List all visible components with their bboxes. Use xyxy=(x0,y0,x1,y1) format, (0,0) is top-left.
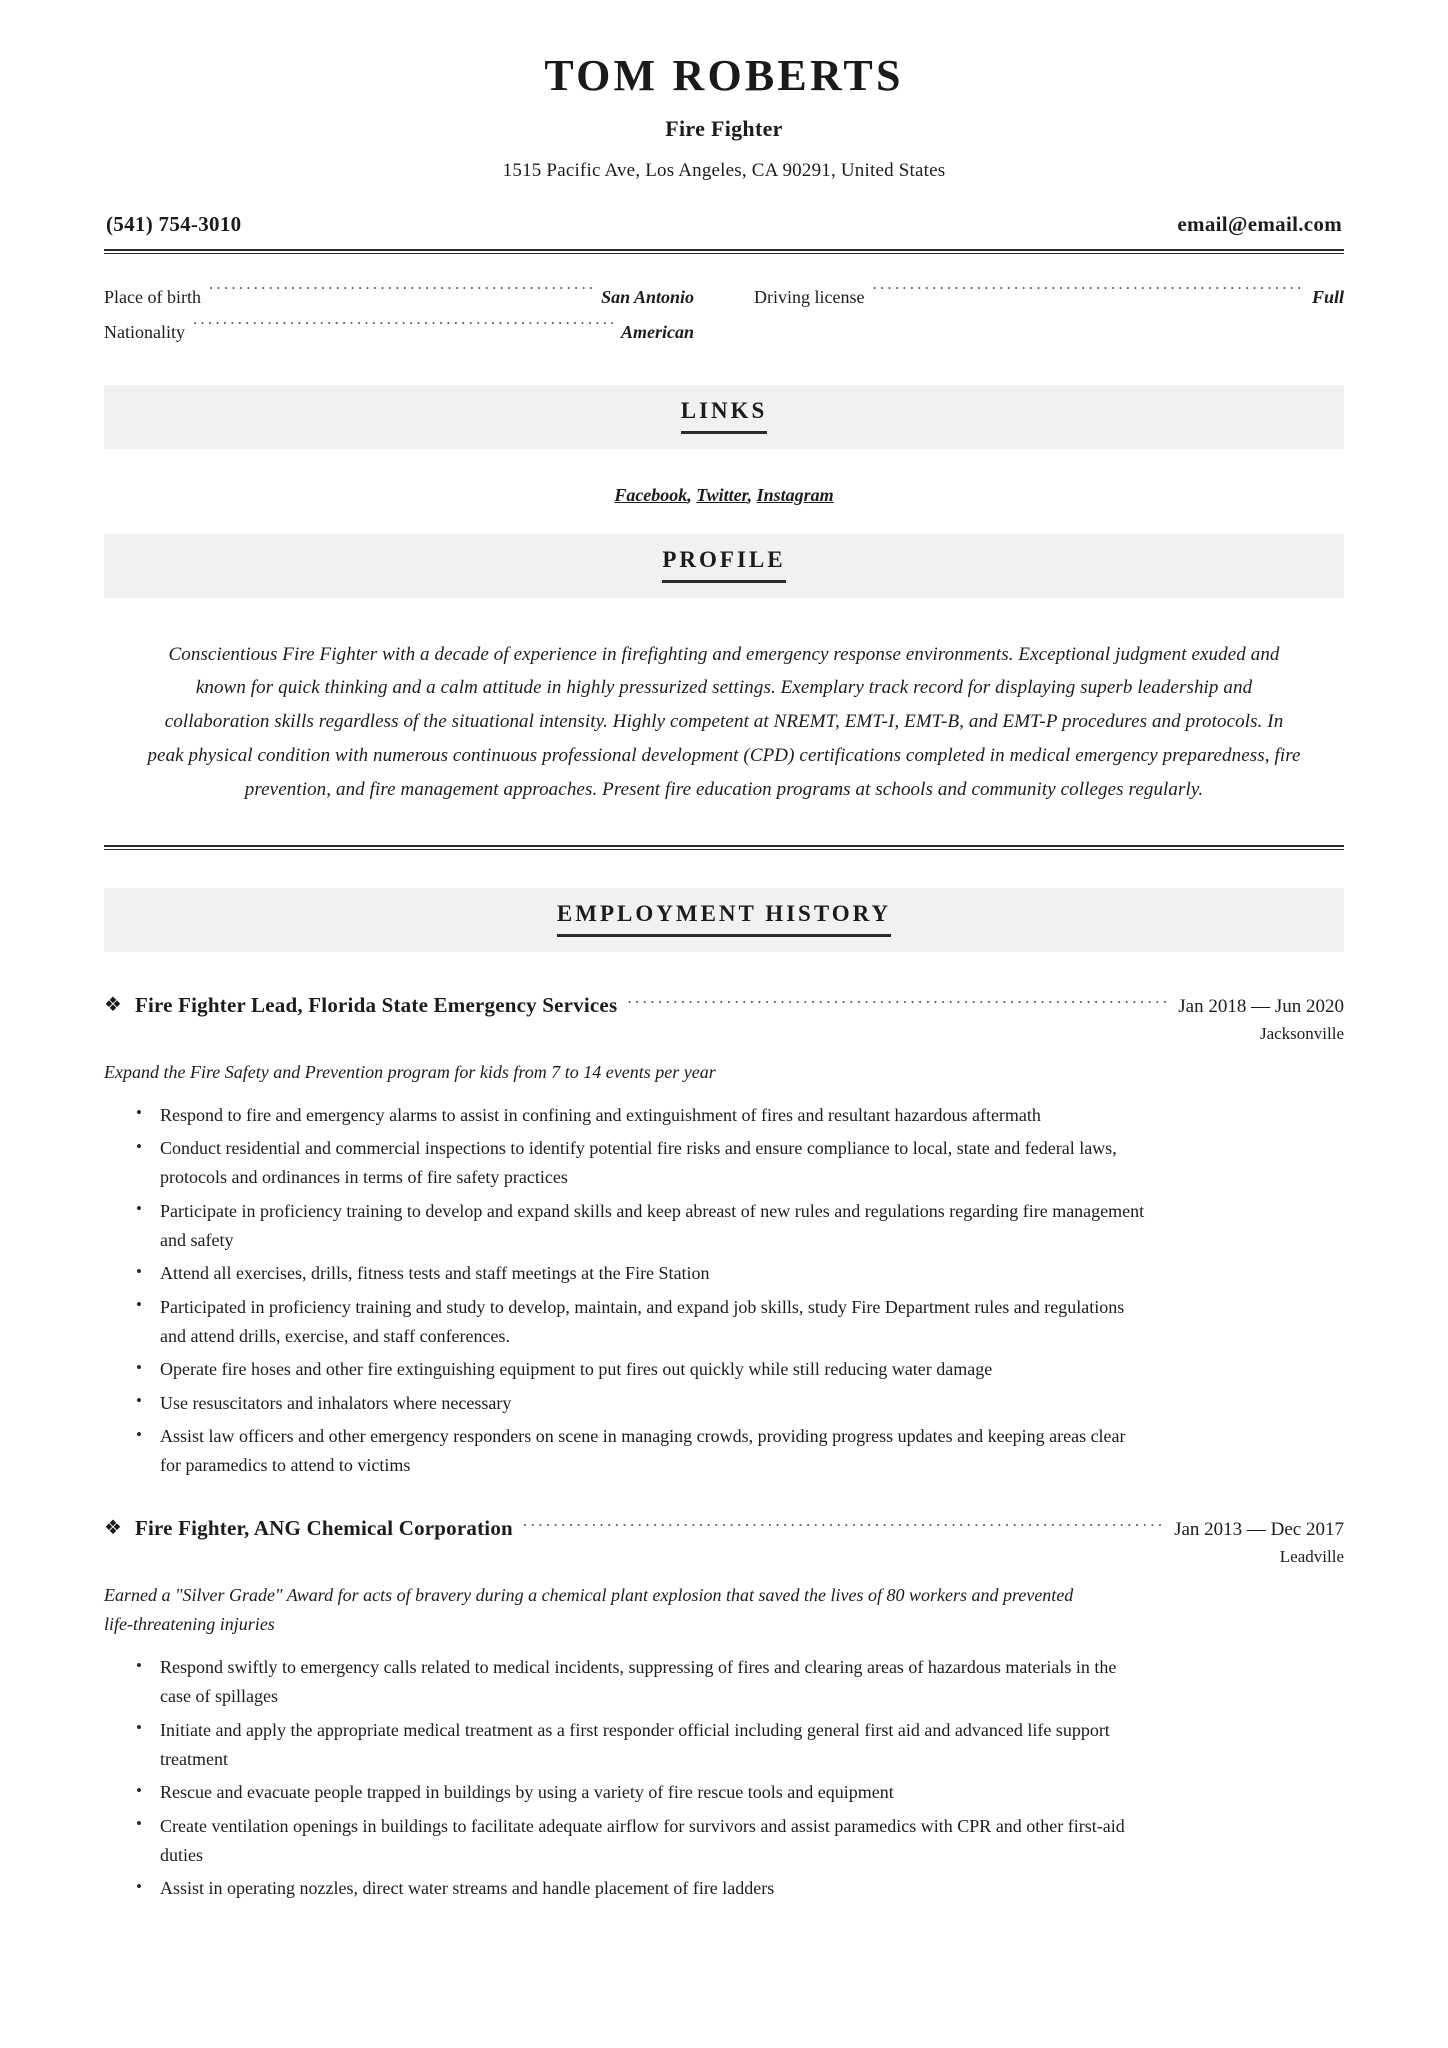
candidate-name: TOM ROBERTS xyxy=(544,51,904,100)
section-title: LINKS xyxy=(681,398,768,434)
profile-text: Conscientious Fire Fighter with a decade of experience in firefighting and emergency response environments. Exceptional judgment exuded and known for quick thinking and a calm attitude in highly pressurized settings. Exemplary track record for displaying superb leadership and collaboration skills regardless of the situational intensity. Highly competent at NREMT, EMT-I, EMT-B, and EMT-P procedures and protocols. In peak physical condition with numerous continuous professional development (CPD) certifications completed in medical emergency preparedness, fire prevention, and fire management approaches. Present fire education programs at schools and community colleges regularly. xyxy=(147,643,1301,800)
contact-row xyxy=(104,212,1344,249)
employment-description: Expand the Fire Safety and Prevention program for kids from 7 to 14 events per year xyxy=(104,1061,716,1082)
employment-entry xyxy=(104,992,1344,1481)
profile-divider xyxy=(104,845,1344,850)
header-divider xyxy=(104,249,1344,254)
personal-details xyxy=(104,280,1344,350)
employment-list xyxy=(104,992,1344,1904)
dot-leader xyxy=(193,320,613,338)
list-item: • Attend all exercises, drills, fitness tests and staff meetings at the Fire Station xyxy=(136,1259,1146,1288)
details-column-right xyxy=(754,280,1344,350)
section-title: EMPLOYMENT HISTORY xyxy=(557,901,891,937)
detail-value: San Antonio xyxy=(601,287,694,308)
dot-leader xyxy=(209,285,593,303)
list-item: • Respond to fire and emergency alarms to assist in confining and extinguishment of fires and resultant hazardous aftermath xyxy=(136,1101,1146,1130)
employment-dates: Jan 2013 — Dec 2017 xyxy=(1174,1518,1344,1540)
employment-dates: Jan 2018 — Jun 2020 xyxy=(1178,995,1344,1017)
detail-driving-license xyxy=(754,280,1344,315)
link-twitter[interactable]: Twitter xyxy=(696,484,748,505)
link-instagram[interactable]: Instagram xyxy=(756,484,834,505)
section-heading-employment-history xyxy=(104,888,1344,952)
employment-role-title: Fire Fighter Lead, Florida State Emergency Services xyxy=(134,992,618,1017)
dot-leader xyxy=(523,1515,1164,1535)
employment-role-title: Fire Fighter, ANG Chemical Corporation xyxy=(134,1515,513,1540)
section-title: PROFILE xyxy=(662,547,785,583)
detail-value: American xyxy=(620,322,694,343)
dot-leader xyxy=(627,992,1168,1012)
clover-bullet-icon: ❖ xyxy=(104,1516,122,1539)
employment-description: Earned a "Silver Grade" Award for acts of bravery during a chemical plant explosion that saved the lives of 80 workers and prevented life-threatening injuries xyxy=(104,1584,1074,1634)
detail-nationality xyxy=(104,315,694,350)
list-item: • Participated in proficiency training and study to develop, maintain, and expand job skills, study Fire Department rules and regulations and attend drills, exercise, and staff conferences. xyxy=(136,1293,1146,1352)
resume-header xyxy=(104,52,1344,182)
detail-label: Place of birth xyxy=(104,287,201,308)
employment-entry-header xyxy=(104,1515,1344,1541)
employment-bullet-list xyxy=(104,1653,1344,1904)
detail-value: Full xyxy=(1311,287,1344,308)
email-address[interactable]: email@email.com xyxy=(1177,212,1342,237)
list-item: • Participate in proficiency training to develop and expand skills and keep abreast of new rules and regulations regarding fire management and safety xyxy=(136,1197,1146,1256)
list-item: • Respond swiftly to emergency calls related to medical incidents, suppressing of fires and clearing areas of hazardous materials in the case of spillages xyxy=(136,1653,1146,1712)
list-item: • Assist in operating nozzles, direct water streams and handle placement of fire ladders xyxy=(136,1874,1146,1903)
links-list xyxy=(104,455,1344,534)
candidate-job-title: Fire Fighter xyxy=(665,116,783,142)
employment-location: Jacksonville xyxy=(1259,1023,1344,1043)
employment-bullet-list xyxy=(104,1101,1344,1481)
list-item: • Rescue and evacuate people trapped in buildings by using a variety of fire rescue tools and equipment xyxy=(136,1778,1146,1807)
employment-entry xyxy=(104,1515,1344,1904)
section-heading-links xyxy=(104,385,1344,449)
clover-bullet-icon: ❖ xyxy=(104,993,122,1016)
list-item: • Operate fire hoses and other fire extinguishing equipment to put fires out quickly while still reducing water damage xyxy=(136,1355,1146,1384)
phone-number[interactable]: (541) 754-3010 xyxy=(106,212,242,237)
list-item: • Initiate and apply the appropriate medical treatment as a first responder official including general first aid and advanced life support treatment xyxy=(136,1716,1146,1775)
link-separator: , xyxy=(747,484,757,505)
list-item: • Assist law officers and other emergency responders on scene in managing crowds, providing progress updates and keeping areas clear for paramedics to attend to victims xyxy=(136,1422,1146,1481)
list-item: • Conduct residential and commercial inspections to identify potential fire risks and ensure compliance to local, state and federal laws, protocols and ordinances in terms of fire safety practices xyxy=(136,1134,1146,1193)
employment-entry-header xyxy=(104,992,1344,1018)
details-column-left xyxy=(104,280,694,350)
detail-label: Driving license xyxy=(754,287,865,308)
dot-leader xyxy=(872,285,1303,303)
detail-place-of-birth xyxy=(104,280,694,315)
list-item: • Create ventilation openings in buildings to facilitate adequate airflow for survivors and assist paramedics with CPR and other first-aid duties xyxy=(136,1812,1146,1871)
candidate-address: 1515 Pacific Ave, Los Angeles, CA 90291, United States xyxy=(502,160,946,182)
link-facebook[interactable]: Facebook xyxy=(614,484,688,505)
link-separator: , xyxy=(687,484,697,505)
detail-label: Nationality xyxy=(104,322,185,343)
section-heading-profile xyxy=(104,534,1344,598)
employment-location: Leadville xyxy=(1279,1546,1344,1566)
list-item: • Use resuscitators and inhalators where necessary xyxy=(136,1389,1146,1418)
